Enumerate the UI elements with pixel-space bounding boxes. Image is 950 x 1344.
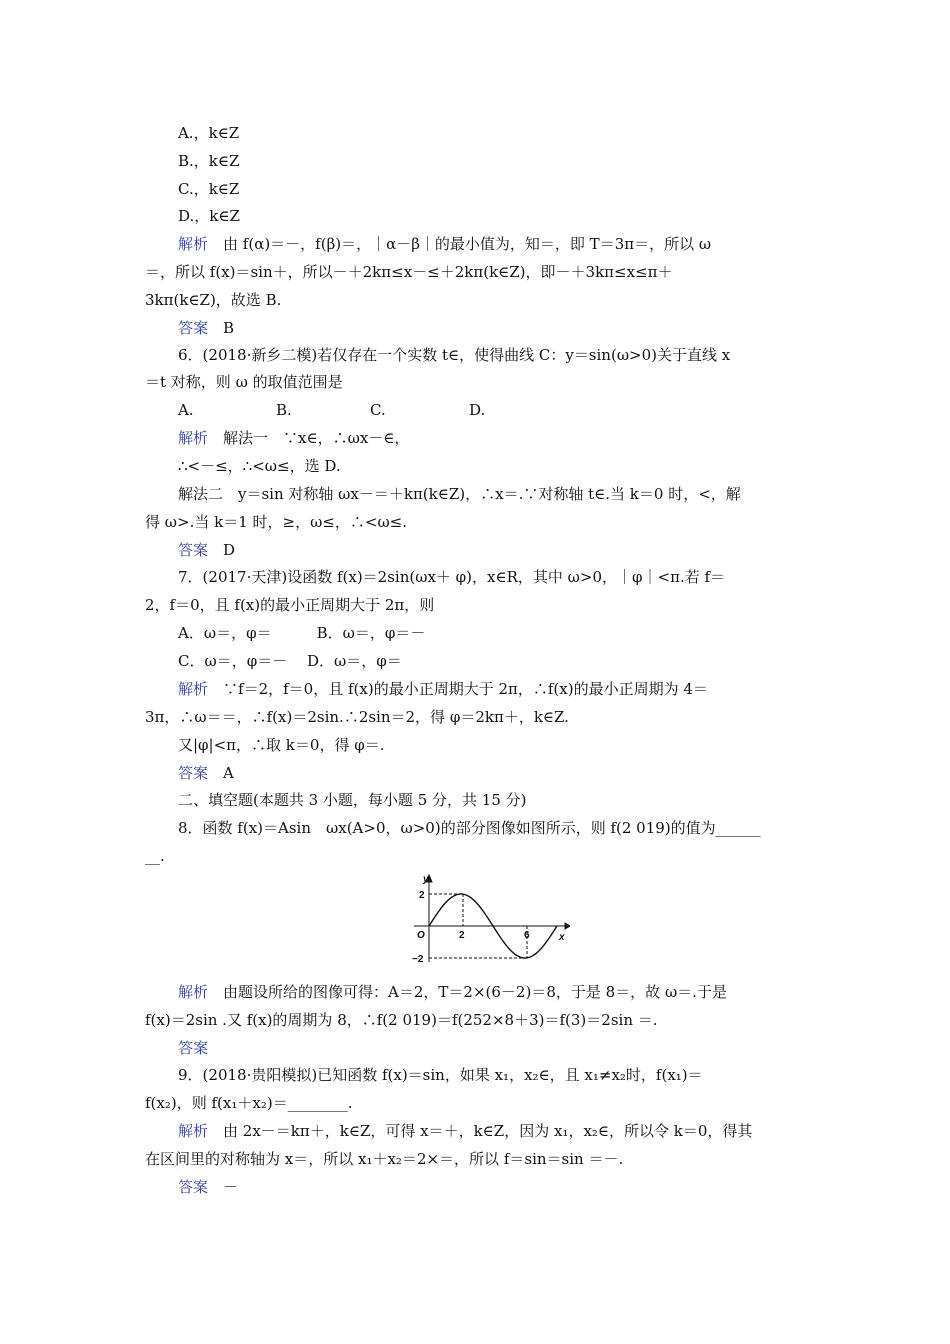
q7-analysis-line1: 解析 ∵f＝2，f＝0，且 f(x)的最小正周期大于 2π，∴f(x)的最小正周期为 4＝	[178, 680, 708, 698]
q6-option-d: D.	[469, 401, 486, 419]
q7-analysis-line2: 3π，∴ω＝＝，∴f(x)＝2sin.∴2sin＝2，得 φ＝2kπ＋，k∈Z.	[145, 708, 569, 726]
analysis-label: 解析	[178, 236, 209, 253]
section-heading: 二、填空题(本题共 3 小题，每小题 5 分，共 15 分)	[178, 791, 527, 809]
q7-stem-line1: 7．(2017·天津)设函数 f(x)＝2sin(ωx＋ φ)，x∈R，其中 ω>0，｜φ｜<π.若 f＝	[178, 568, 726, 586]
q8-analysis-line2: f(x)＝2sin .又 f(x)的周期为 8，∴f(2 019)＝f(252×8＋3)＝f(3)＝2sin ＝.	[145, 1011, 658, 1029]
q7-answer: 答案 A	[178, 764, 234, 782]
q5-option-d: D.，k∈Z	[178, 207, 240, 225]
q7-analysis-line3: 又|φ|<π，∴取 k＝0，得 φ＝.	[178, 736, 385, 754]
q7-options-cd: C．ω＝，φ＝－ D．ω＝，φ＝	[178, 652, 402, 670]
tick-label-x-6: 6	[524, 930, 530, 941]
q9-stem-line2: f(x₂)，则 f(x₁＋x₂)＝________.	[145, 1094, 353, 1112]
analysis-label: 解析	[178, 681, 209, 698]
q6-stem-line2: ＝t 对称，则 ω 的取值范围是	[145, 373, 343, 391]
analysis-label: 解析	[178, 430, 209, 447]
x-axis-label: x	[559, 932, 565, 943]
q7-stem-line2: 2，f＝0，且 f(x)的最小正周期大于 2π，则	[145, 596, 435, 614]
q8-answer	[178, 1038, 208, 1059]
q9-stem-line1: 9．(2018·贵阳模拟)已知函数 f(x)＝sin，如果 x₁，x₂∈，且 x₁≠x₂时，f(x₁)＝	[178, 1066, 703, 1084]
answer-label: 答案	[178, 320, 209, 337]
q7-options-ab: A．ω＝，φ＝ B．ω＝，φ＝－	[178, 624, 426, 642]
q5-option-c: C.，k∈Z	[178, 180, 240, 198]
q8-analysis-line1: 解析 由题设所给的图像可得：A＝2，T＝2×(6－2)＝8，于是 8＝，故 ω＝.于是	[178, 983, 727, 1001]
answer-label: 答案	[178, 1179, 209, 1196]
sine-graph	[410, 872, 570, 964]
answer-label: 答案	[178, 1040, 209, 1057]
q6-analysis-line1: 解析 解法一 ∵x∈，∴ωx－∈，	[178, 429, 410, 447]
q5-answer: 答案 B	[178, 319, 235, 337]
q5-option-b: B.，k∈Z	[178, 152, 240, 170]
answer-label: 答案	[178, 765, 209, 782]
y-axis-label: y	[423, 874, 429, 885]
analysis-label: 解析	[178, 984, 209, 1001]
q9-answer: 答案 －	[178, 1178, 239, 1196]
q6-option-a: A.	[178, 401, 194, 419]
q6-option-c: C.	[370, 401, 386, 419]
q6-analysis-line4: 得 ω>.当 k＝1 时，≥，ω≤，∴<ω≤.	[145, 513, 408, 531]
q6-answer: 答案 D	[178, 541, 236, 559]
q8-stem-line1: 8．函数 f(x)＝Asin ωx(A>0，ω>0)的部分图像如图所示，则 f(2 019)的值为______	[178, 819, 761, 837]
q9-analysis-line1: 解析 由 2x－＝kπ＋，k∈Z，可得 x＝＋，k∈Z，因为 x₁，x₂∈，所以令 k＝0，得其	[178, 1122, 753, 1140]
tick-label-y-neg: −2	[412, 954, 424, 964]
q5-analysis-line3: 3kπ(k∈Z)，故选 B.	[145, 291, 282, 309]
q5-option-a: A.，k∈Z	[178, 124, 240, 142]
analysis-label: 解析	[178, 1123, 209, 1140]
q6-analysis-line2: ∴<－≤，∴<ω≤，选 D.	[178, 457, 341, 475]
q9-analysis-line2: 在区间里的对称轴为 x＝，所以 x₁＋x₂＝2×＝，所以 f＝sin＝sin ＝－.	[145, 1150, 624, 1168]
tick-label-y-pos: 2	[419, 890, 425, 901]
q6-analysis-line3: 解法二 y＝sin 对称轴 ωx－＝＋kπ(k∈Z)，∴x＝.∵对称轴 t∈.当 k＝0 时，<，解	[178, 485, 741, 503]
origin-label: O	[417, 930, 425, 941]
answer-label: 答案	[178, 542, 209, 559]
q6-stem-line1: 6．(2018·新乡二模)若仅存在一个实数 t∈，使得曲线 C：y＝sin(ω>0)关于直线 x	[178, 346, 731, 364]
tick-label-x-2: 2	[459, 930, 465, 941]
x-axis-arrow	[565, 923, 570, 929]
q5-analysis-line2: ＝，所以 f(x)＝sin＋，所以－＋2kπ≤x－≤＋2kπ(k∈Z)，即－＋3kπ≤x≤π＋	[145, 263, 673, 281]
q8-stem-line2: __.	[145, 847, 165, 865]
q6-option-b: B.	[276, 401, 292, 419]
q5-analysis-line1: 解析 由 f(α)＝－，f(β)＝，｜α－β｜的最小值为，知＝，即 T＝3π＝，所以 ω	[178, 235, 712, 253]
